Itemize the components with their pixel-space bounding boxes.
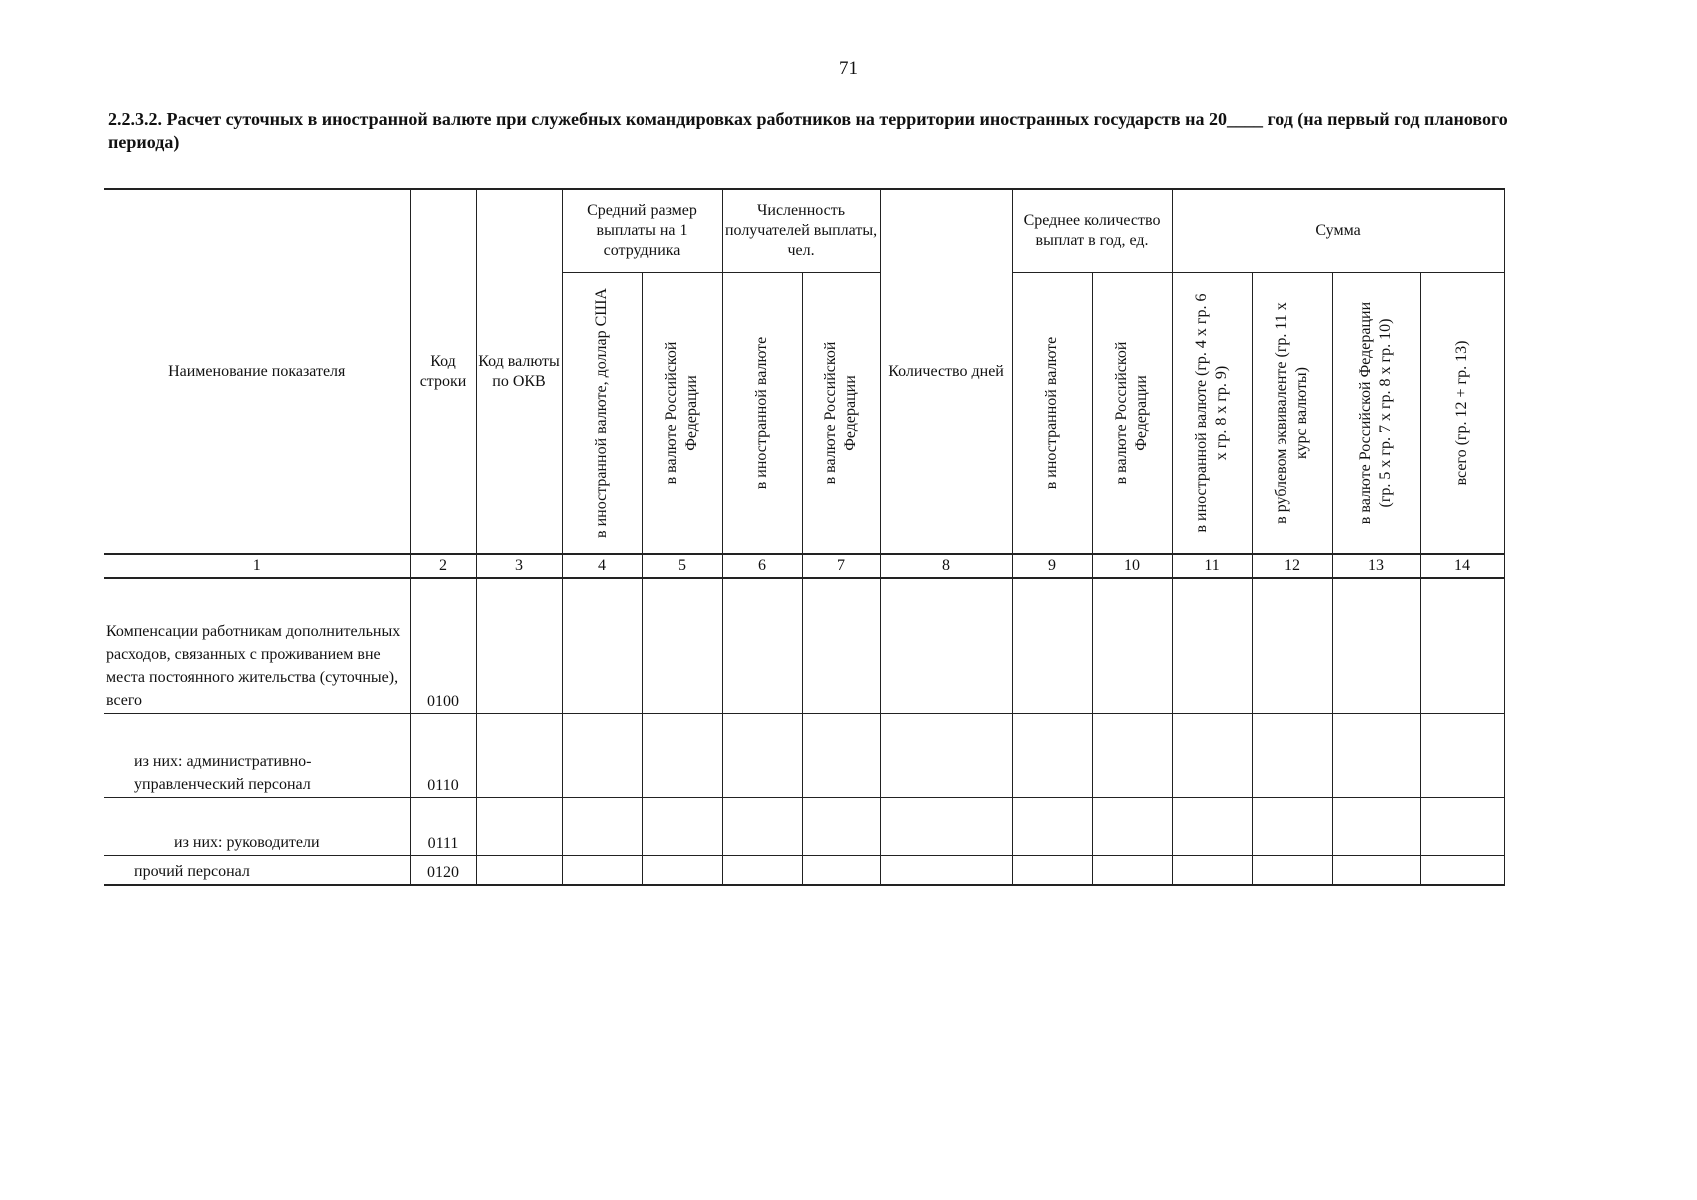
subheader-col7: в валюте Российской Федерации — [802, 273, 880, 555]
table-cell[interactable] — [722, 578, 802, 714]
column-number: 1 — [104, 554, 410, 578]
table-cell[interactable] — [802, 714, 880, 798]
table-cell[interactable] — [1420, 714, 1504, 798]
table-cell[interactable] — [1420, 798, 1504, 856]
subheader-col10: в валюте Российской Федерации — [1092, 273, 1172, 555]
table-row — [104, 578, 1504, 714]
column-number: 13 — [1332, 554, 1420, 578]
table-cell[interactable] — [1332, 856, 1420, 886]
column-number: 4 — [562, 554, 642, 578]
column-number: 14 — [1420, 554, 1504, 578]
table-cell[interactable] — [1172, 714, 1252, 798]
header-days: Количество дней — [880, 189, 1012, 554]
table-cell[interactable] — [562, 798, 642, 856]
column-number: 2 — [410, 554, 476, 578]
table-cell[interactable] — [802, 798, 880, 856]
table-cell[interactable] — [880, 798, 1012, 856]
table-cell[interactable] — [1092, 714, 1172, 798]
table-cell[interactable] — [1092, 798, 1172, 856]
column-number: 7 — [802, 554, 880, 578]
subheader-col9: в иностранной валюте — [1012, 273, 1092, 555]
header-avg-payment: Средний размер выплаты на 1 сотрудника — [562, 189, 722, 273]
subheader-col14: всего (гр. 12 + гр. 13) — [1420, 273, 1504, 555]
subheader-col6: в иностранной валюте — [722, 273, 802, 555]
table-cell[interactable] — [562, 856, 642, 886]
table-cell[interactable] — [1012, 578, 1092, 714]
subheader-col4: в иностранной валюте, доллар США — [562, 273, 642, 555]
column-number: 10 — [1092, 554, 1172, 578]
table-cell[interactable] — [1252, 578, 1332, 714]
column-number: 12 — [1252, 554, 1332, 578]
column-number: 3 — [476, 554, 562, 578]
page-number: 71 — [839, 58, 858, 79]
table-cell[interactable] — [1092, 578, 1172, 714]
table-cell[interactable] — [802, 578, 880, 714]
table-cell[interactable] — [476, 856, 562, 886]
table-row — [104, 798, 1504, 856]
subheader-col5: в валюте Российской Федерации — [642, 273, 722, 555]
row-code: 0120 — [410, 856, 476, 886]
table-cell[interactable] — [1252, 798, 1332, 856]
table-cell[interactable] — [642, 856, 722, 886]
column-number: 6 — [722, 554, 802, 578]
table-cell[interactable] — [1252, 714, 1332, 798]
table-cell[interactable] — [1172, 578, 1252, 714]
row-code: 0111 — [410, 798, 476, 856]
table-cell[interactable] — [722, 798, 802, 856]
row-name: из них: руководители — [104, 798, 410, 856]
document-title: 2.2.3.2. Расчет суточных в иностранной валюте при служебных командировках работников на территории иностранных государств на 20____ год (на первый год планового периода) — [108, 109, 1508, 152]
subheader-col11: в иностранной валюте (гр. 4 х гр. 6 х гр. 8 х гр. 9) — [1172, 273, 1252, 555]
table-cell[interactable] — [476, 714, 562, 798]
table-cell[interactable] — [1172, 798, 1252, 856]
table-cell[interactable] — [1420, 856, 1504, 886]
table-cell[interactable] — [1172, 856, 1252, 886]
row-code: 0100 — [410, 578, 476, 714]
table-cell[interactable] — [1332, 714, 1420, 798]
row-code: 0110 — [410, 714, 476, 798]
table-row — [104, 856, 1504, 886]
table-cell[interactable] — [1420, 578, 1504, 714]
column-number: 9 — [1012, 554, 1092, 578]
header-recipients: Численность получателей выплаты, чел. — [722, 189, 880, 273]
table-cell[interactable] — [1332, 578, 1420, 714]
column-number: 11 — [1172, 554, 1252, 578]
table-cell[interactable] — [1012, 856, 1092, 886]
row-name: из них: административно-управленческий персонал — [104, 714, 410, 798]
table-cell[interactable] — [562, 714, 642, 798]
subheader-col13: в валюте Российской Федерации (гр. 5 х гр. 7 х гр. 8 х гр. 10) — [1332, 273, 1420, 555]
table-cell[interactable] — [1332, 798, 1420, 856]
row-name: прочий персонал — [104, 856, 410, 886]
header-row-code: Код строки — [410, 189, 476, 554]
table-cell[interactable] — [802, 856, 880, 886]
table-cell[interactable] — [880, 578, 1012, 714]
table-cell[interactable] — [642, 798, 722, 856]
row-name: Компенсации работникам дополнительных расходов, связанных с проживанием вне места постоянного жительства (суточные), всего — [104, 578, 410, 714]
table-cell[interactable] — [722, 714, 802, 798]
column-number: 5 — [642, 554, 722, 578]
table-cell[interactable] — [642, 578, 722, 714]
header-currency-code: Код валюты по ОКВ — [476, 189, 562, 554]
table-cell[interactable] — [880, 856, 1012, 886]
table-row — [104, 714, 1504, 798]
table-cell[interactable] — [1092, 856, 1172, 886]
header-avg-count: Среднее количество выплат в год, ед. — [1012, 189, 1172, 273]
table-cell[interactable] — [476, 578, 562, 714]
table-cell[interactable] — [1012, 714, 1092, 798]
table-cell[interactable] — [1012, 798, 1092, 856]
table-cell[interactable] — [880, 714, 1012, 798]
header-sum: Сумма — [1172, 189, 1504, 273]
column-number: 8 — [880, 554, 1012, 578]
table-cell[interactable] — [476, 798, 562, 856]
table-cell[interactable] — [1252, 856, 1332, 886]
table-cell[interactable] — [642, 714, 722, 798]
header-indicator-name: Наименование показателя — [104, 189, 410, 554]
table-cell[interactable] — [562, 578, 642, 714]
per-diem-table — [104, 188, 1505, 886]
subheader-col12: в рублевом эквиваленте (гр. 11 х курс валюты) — [1252, 273, 1332, 555]
table-cell[interactable] — [722, 856, 802, 886]
